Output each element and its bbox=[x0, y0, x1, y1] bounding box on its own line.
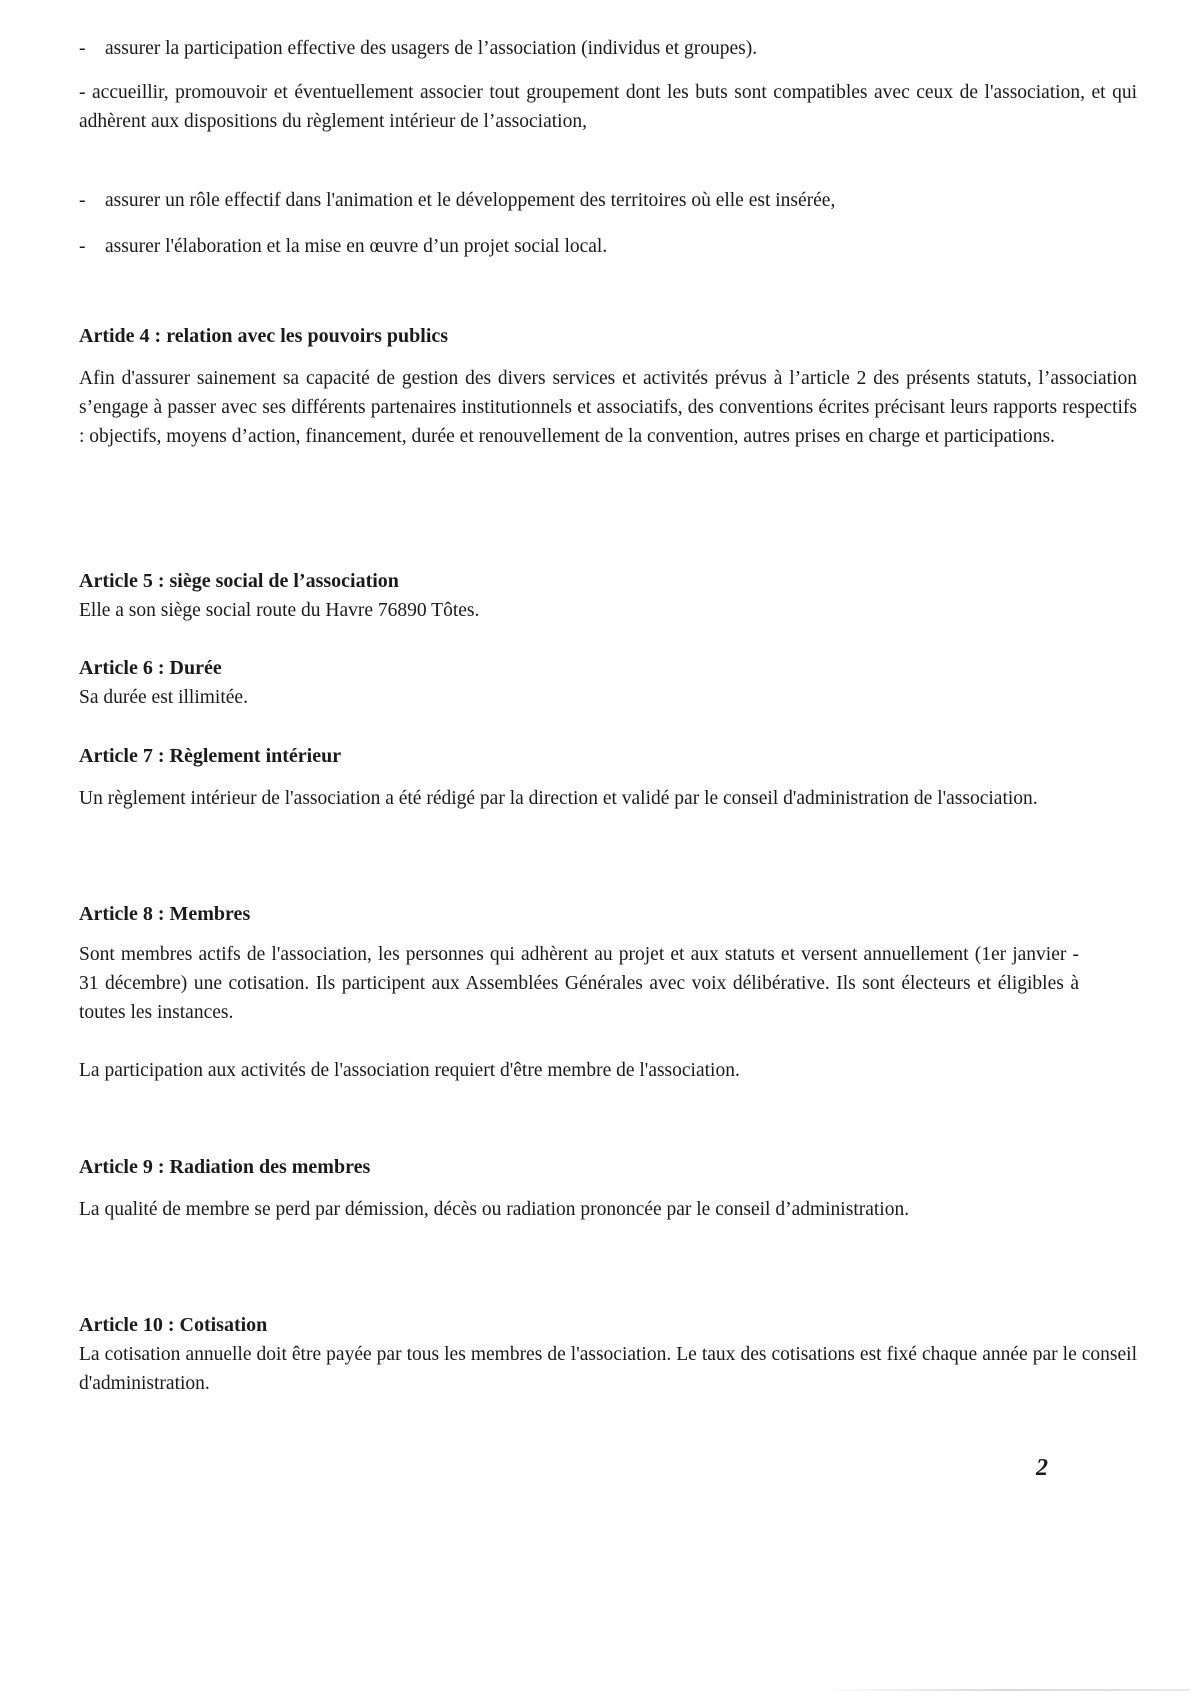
article-4-paragraph: Afin d'assurer sainement sa capacité de gestion des divers services et activités prévus à l’article 2 des présents statuts, l’association s’engage à passer avec ses différents partenaires institutionnels et associatifs, des conventions écrites précisant leurs rapports respectifs : objectifs, moyens d’action, financement, durée et renouvellement de la convention, autres prises en charge et participations. bbox=[79, 368, 1137, 447]
page-number: 2 bbox=[1036, 1455, 1048, 1481]
article-9-heading: Article 9 : Radiation des membres bbox=[79, 1156, 371, 1178]
article-10-heading: Article 10 : Cotisation bbox=[79, 1314, 268, 1336]
article-8-paragraph: Sont membres actifs de l'association, les personnes qui adhèrent au projet et aux statuts et versent annuellement (1er janvier - 31 décembre) une cotisation. Ils participent aux Assemblées Générales avec voix délibérative. Ils sont électeurs et éligibles à toutes les instances. bbox=[79, 944, 1079, 1023]
article-9-paragraph: La qualité de membre se perd par démission, décès ou radiation prononcée par le conseil d’administration. bbox=[79, 1199, 910, 1220]
article-7-paragraph: Un règlement intérieur de l'association a été rédigé par la direction et validé par le conseil d'administration de l'association. bbox=[79, 788, 1038, 809]
bullet-marker: - bbox=[79, 38, 86, 59]
bullet-marker: - bbox=[79, 236, 86, 257]
article-4-heading: Artide 4 : relation avec les pouvoirs publics bbox=[79, 325, 449, 347]
bullet-item bbox=[79, 78, 1137, 136]
bullet-text: assurer la participation effective des usagers de l’association (individus et groupes). bbox=[105, 38, 758, 59]
article-6-heading: Article 6 : Durée bbox=[79, 657, 222, 679]
bullet-text: assurer un rôle effectif dans l'animation et le développement des territoires où elle est insérée, bbox=[105, 190, 836, 211]
article-7-heading: Article 7 : Règlement intérieur bbox=[79, 745, 342, 767]
article-5-heading: Article 5 : siège social de l’association bbox=[79, 570, 399, 592]
article-10-paragraph: La cotisation annuelle doit être payée par tous les membres de l'association. Le taux des cotisations est fixé chaque année par le conseil d'administration. bbox=[79, 1344, 1137, 1394]
bullet-marker: - bbox=[79, 190, 86, 211]
article-8-heading: Article 8 : Membres bbox=[79, 903, 251, 925]
scan-artifact-line bbox=[820, 1689, 1190, 1691]
bullet-item bbox=[79, 34, 1137, 63]
article-5-paragraph: Elle a son siège social route du Havre 76890 Tôtes. bbox=[79, 600, 480, 621]
article-6-paragraph: Sa durée est illimitée. bbox=[79, 687, 248, 708]
article-8-paragraph-2: La participation aux activités de l'association requiert d'être membre de l'association. bbox=[79, 1060, 740, 1081]
bullet-item bbox=[79, 186, 1137, 215]
bullet-item bbox=[79, 232, 1137, 261]
bullet-text: assurer l'élaboration et la mise en œuvre d’un projet social local. bbox=[105, 236, 608, 257]
bullet-marker: - bbox=[79, 82, 86, 103]
bullet-text: accueillir, promouvoir et éventuellement associer tout groupement dont les buts sont compatibles avec ceux de l'association, et qui adhèrent aux dispositions du règlement intérieur de l’association, bbox=[79, 82, 1138, 132]
